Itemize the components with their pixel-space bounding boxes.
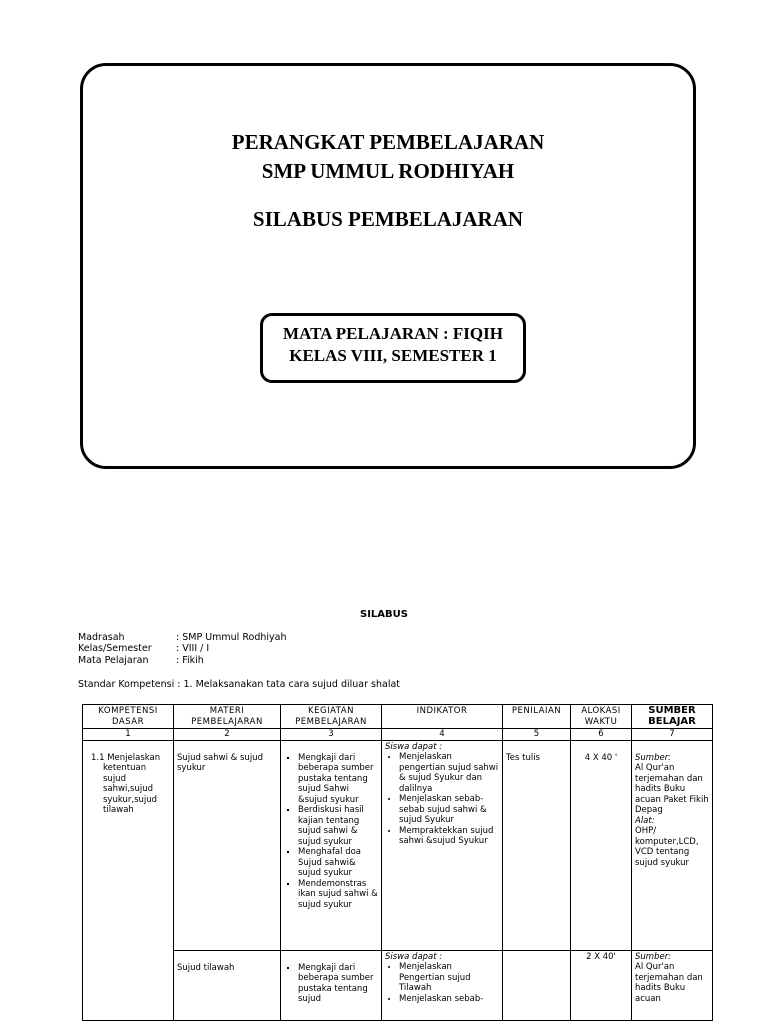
column-number: 1: [83, 729, 174, 741]
kegiatan-list: [284, 753, 378, 911]
header-kompetensi: KOMPETENSI DASAR: [83, 705, 174, 729]
list-item: ▪ Mengkaji dari beberapa sumber pustaka tentang sujud: [298, 963, 378, 1005]
kegiatan-cell: [281, 950, 382, 1020]
cover-title-line1: PERANGKAT PEMBELAJARAN: [231, 130, 545, 154]
sumber-cell: [632, 740, 713, 950]
sumber-items: Al Qur'an terjemahan dan hadits Buku acuan: [635, 962, 703, 1004]
indikator-intro: Siswa dapat :: [385, 951, 443, 962]
header-alokasi: ALOKASI WAKTU: [571, 705, 632, 729]
meta-value: : SMP Ummul Rodhiyah: [176, 632, 287, 643]
meta-value: : VIII / I: [176, 643, 210, 654]
class-semester-line: KELAS VIII, SEMESTER 1: [289, 346, 497, 365]
column-number-row: [83, 729, 713, 741]
list-item: • Menjelaskan sebab-sebab sujud sahwi & sujud Syukur: [399, 794, 499, 826]
subject-box: [260, 313, 526, 383]
penilaian-cell: [503, 950, 571, 1020]
header-sumber: SUMBER BELAJAR: [632, 705, 713, 729]
table-row: [83, 740, 713, 950]
header-kegiatan: KEGIATAN PEMBELAJARAN: [281, 705, 382, 729]
column-number: 4: [382, 729, 503, 741]
meta-row: [78, 632, 287, 643]
sumber-label: Sumber:: [635, 752, 672, 763]
sumber-label: Sumber:: [635, 951, 672, 962]
list-item: • Menjelaskan sebab-: [399, 994, 499, 1005]
kegiatan-list: [284, 963, 378, 1005]
header-penilaian: PENILAIAN: [503, 705, 571, 729]
cover-frame: [80, 63, 696, 469]
column-number: 7: [632, 729, 713, 741]
kd-cell: [83, 740, 174, 1020]
meta-row: [78, 643, 210, 654]
materi-cell: Sujud sahwi & sujud syukur: [174, 740, 281, 950]
materi-cell: Sujud tilawah: [174, 950, 281, 1020]
meta-value: : Fikih: [176, 655, 204, 666]
silabus-table: [82, 704, 713, 1021]
kd-text: 1.1 Menjelaskan ketentuan sujud sahwi,sujud syukur,sujud tilawah: [91, 752, 161, 815]
list-item: • Menjelaskan pengertian sujud sahwi & sujud Syukur dan dalilnya: [399, 752, 499, 794]
list-item: ▪ Berdiskusi hasil kajian tentang sujud sahwi & sujud syukur: [298, 805, 378, 847]
cover-title-line3: SILABUS PEMBELAJARAN: [252, 207, 524, 231]
kegiatan-cell: [281, 740, 382, 950]
alat-items: OHP/ komputer,LCD, VCD tentang sujud syukur: [635, 826, 699, 868]
sumber-items: Al Qur'an terjemahan dan hadits Buku acuan Paket Fikih Depag: [635, 763, 709, 815]
table-row: [83, 950, 713, 1020]
subject-line: MATA PELAJARAN : FIQIH: [283, 324, 503, 343]
indikator-list: [385, 962, 499, 1004]
silabus-title: SILABUS: [360, 609, 408, 620]
alokasi-cell: 4 X 40 ': [571, 740, 632, 950]
header-indikator: INDIKATOR: [382, 705, 503, 729]
list-item: ▪ Menghafal doa Sujud sahwi& sujud syukur: [298, 847, 378, 879]
meta-row: [78, 655, 204, 666]
list-item: ▪ Mengkaji dari beberapa sumber pustaka tentang sujud Sahwi &sujud syukur: [298, 753, 378, 806]
meta-label: Kelas/Semester: [78, 643, 152, 654]
column-number: 5: [503, 729, 571, 741]
indikator-cell: [382, 950, 503, 1020]
header-row: [83, 705, 713, 729]
column-number: 2: [174, 729, 281, 741]
list-item: • Mempraktekkan sujud sahwi &sujud Syukur: [399, 826, 499, 847]
penilaian-cell: Tes tulis: [503, 740, 571, 950]
list-item: ▪ Mendemonstras ikan sujud sahwi & sujud syukur: [298, 879, 378, 911]
alat-label: Alat:: [635, 815, 655, 826]
column-number: 3: [281, 729, 382, 741]
indikator-list: [385, 752, 499, 847]
indikator-cell: [382, 740, 503, 950]
cover-title-line2: SMP UMMUL RODHIYAH: [261, 159, 515, 183]
alokasi-cell: 2 X 40': [571, 950, 632, 1020]
indikator-intro: Siswa dapat :: [385, 741, 443, 752]
column-number: 6: [571, 729, 632, 741]
header-materi: MATERI PEMBELAJARAN: [174, 705, 281, 729]
meta-label: Mata Pelajaran: [78, 655, 149, 666]
standar-kompetensi: Standar Kompetensi : 1. Melaksanakan tata cara sujud diluar shalat: [78, 679, 401, 690]
sumber-cell: [632, 950, 713, 1020]
meta-label: Madrasah: [78, 632, 125, 643]
list-item: • Menjelaskan Pengertian sujud Tilawah: [399, 962, 499, 994]
